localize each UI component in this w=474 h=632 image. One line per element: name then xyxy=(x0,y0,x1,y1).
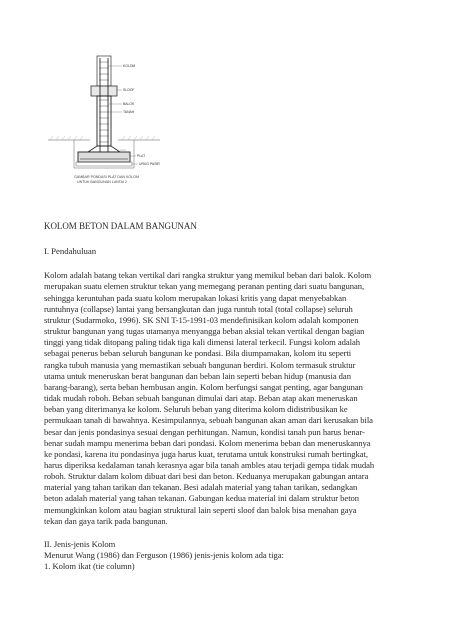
foundation-column-drawing xyxy=(44,52,164,192)
text-line: merupakan suatu elemen struktur tekan yang memegang peranan penting dari suatu bangunan, xyxy=(44,281,365,292)
document-body xyxy=(44,221,444,572)
paragraph xyxy=(44,270,444,527)
text-line: barang-barang), serta beban hembusan angin. Kolom berfungsi sangat penting, agar bangunan xyxy=(44,381,363,392)
document-title: KOLOM BETON DALAM BANGUNAN xyxy=(44,221,197,231)
figure-caption-line: GAMBAR PONDASI PLAT DAN KOLOM xyxy=(74,175,139,179)
text-line: rangka tubuh manusia yang memastikan sebuah bangunan berdiri. Kolom termasuk struktur xyxy=(44,359,356,370)
figure-caption-line: UNTUK BANGUNAN LANTAI 2 xyxy=(77,180,128,184)
text-line: beton adalah material yang tahan tekanan. Gabungan kedua material ini dalam struktur beton xyxy=(44,493,360,504)
text-line: beban yang diterimanya ke kolom. Seluruh beban yang diterima kolom didistribusikan ke xyxy=(44,404,348,415)
text-line: material yang tahan tarikan dan tekanan. Besi adalah material yang tahan tarikan, sedangkan xyxy=(44,482,358,493)
text-line: sebagai penerus beban seluruh bangunan ke pondasi. Bila diumpamakan, kolom itu seperti xyxy=(44,348,352,359)
section-intro: Menurut Wang (1986) dan Ferguson (1986) jenis-jenis kolom ada tiga: xyxy=(44,550,284,561)
text-line: tinggi yang tidak ditopang paling tidak tiga kali dimensi lateral terkecil. Fungsi kolom adalah xyxy=(44,337,361,348)
text-line: utama untuk meneruskan berat bangunan dan beban lain seperti beban hidup (manusia dan xyxy=(44,370,351,381)
text-line: Kolom adalah batang tekan vertikal dari rangka struktur yang memikul beban dari balok. Kolom xyxy=(44,270,372,281)
drawing-label: BALOK xyxy=(123,102,135,106)
section-heading: II. Jenis-jenis Kolom xyxy=(44,538,116,549)
text-line: ke pondasi, karena itu pondasinya juga harus kuat, terutama untuk konstruksi rumah bertingkat, xyxy=(44,448,368,459)
section-heading: I. Pendahuluan xyxy=(44,246,97,257)
text-line: struktur bangunan yang tugas utamanya menyangga beban aksial tekan vertikal dengan bagian xyxy=(44,326,365,337)
drawing-label: SLOOF xyxy=(123,88,135,92)
drawing-label: PLAT xyxy=(137,154,146,158)
text-line: runtuhnya (collapse) lantai yang bersangkutan dan juga runtuh total (total collapse) seluruh xyxy=(44,303,353,314)
text-line: harus diperiksa kedalaman tanah kerasnya agar bila tanah ambles atau terjadi gempa tidak mudah xyxy=(44,459,375,470)
text-line: tidak mudah roboh. Beban sebuah bangunan dimulai dari atap. Beban atap akan meneruskan xyxy=(44,393,358,404)
list-item: 1. Kolom ikat (tie column) xyxy=(44,561,135,572)
drawing-label: KOLOM xyxy=(123,64,136,68)
text-line: tekan dan gaya tarik pada bangunan. xyxy=(44,515,168,526)
text-line: roboh. Struktur dalam kolom dibuat dari besi dan beton. Keduanya merupakan gabungan antara xyxy=(44,471,369,482)
text-line: memungkinkan kolom atau bagian struktural lain seperti sloof dan balok bisa menahan gaya xyxy=(44,504,357,515)
text-line: benar sudah mampu menerima beban dari pondasi. Kolom menerima beban dan meneruskannya xyxy=(44,437,371,448)
text-line: besar dan jenis pondasinya sesuai dengan perhitungan. Namun, kondisi tanah pun harus benar- xyxy=(44,426,365,437)
drawing-label: TANAH xyxy=(123,110,135,114)
text-line: struktur (Sudarmoko, 1996). SK SNI T-15-1991-03 mendefinisikan kolom adalah komponen xyxy=(44,314,359,325)
text-line: sehingga keruntuhan pada suatu kolom merupakan lokasi kritis yang dapat menyebabkan xyxy=(44,292,347,303)
text-line: permukaan tanah di bawahnya. Kesimpulannya, sebuah bangunan akan aman dari kerusakan bila xyxy=(44,415,373,426)
drawing-label: URUG PASIR xyxy=(139,162,160,166)
